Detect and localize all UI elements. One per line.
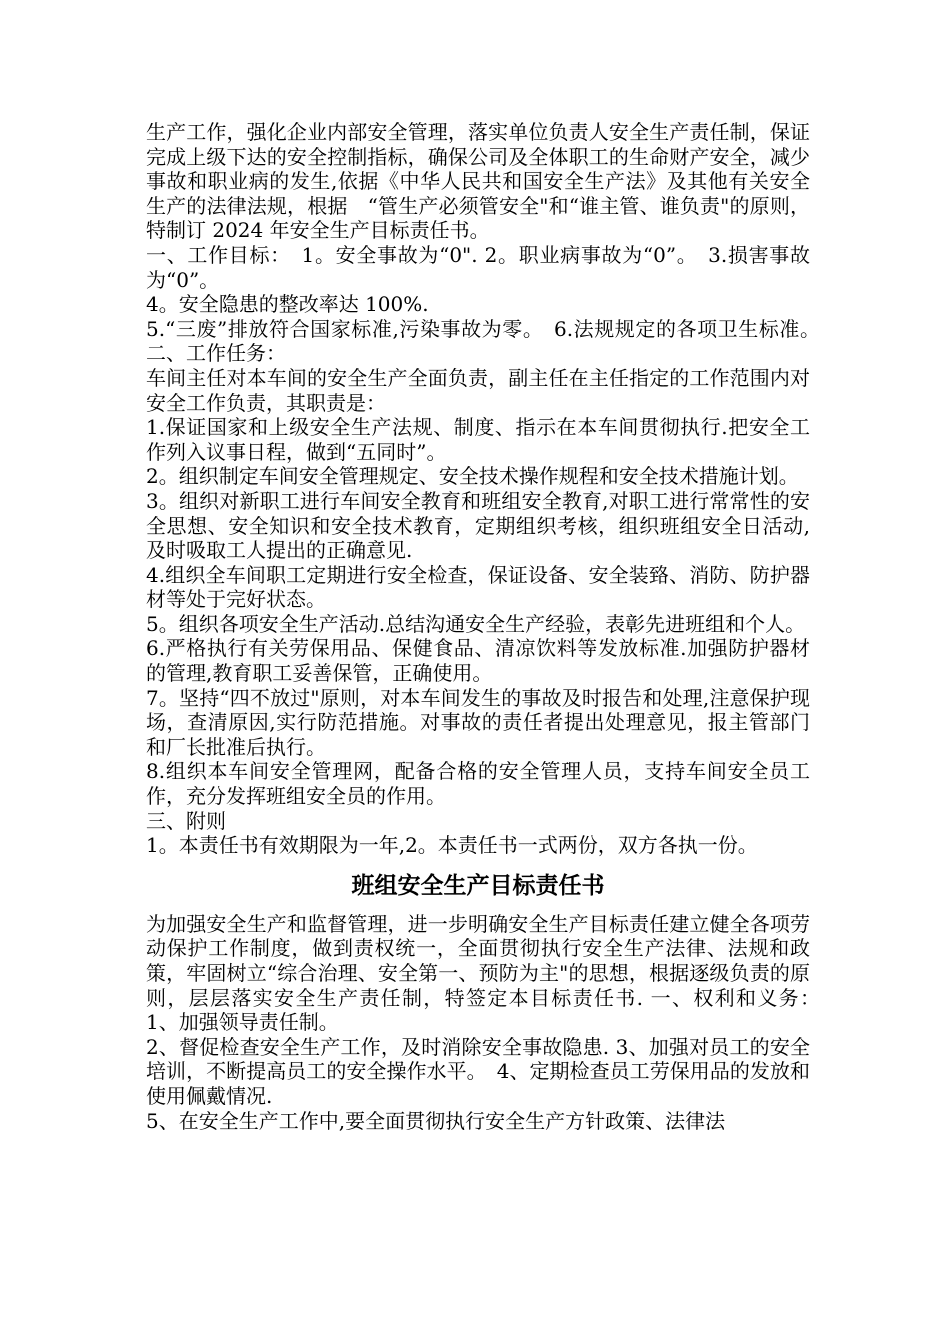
paragraph: 7。坚持“四不放过"原则，对本车间发生的事故及时报告和处理,注意保护现场，查清原因,实行防范措施。对事故的责任者提出处理意见，报主管部门和厂长批准后执行。	[146, 685, 810, 759]
paragraph: 6.严格执行有关劳保用品、保健食品、清凉饮料等发放标准.加强防护器材的管理,教育职工妥善保管，正确使用。	[146, 636, 810, 686]
section-heading: 三、附则	[146, 808, 226, 833]
paragraph: 2。组织制定车间安全管理规定、安全技术操作规程和安全技术措施计划。	[146, 464, 799, 489]
paragraph: 4。安全隐患的整改率达 100%.	[146, 292, 429, 317]
paragraph: 生产工作，强化企业内部安全管理，落实单位负责人安全生产责任制，保证完成上级下达的安全控制指标，确保公司及全体职工的生命财产安全，减少事故和职业病的发生,依据《中华人民共和国安全生产法》及其他有关安全生产的法律法规，根据 “管生产必须管安全"和“谁主管、谁负责"的原则，特制订 2024 年安全生产目标责任书。	[146, 120, 810, 243]
paragraph: 为加强安全生产和监督管理，进一步明确安全生产目标责任建立健全各项劳动保护工作制度，做到责权统一，全面贯彻执行安全生产法律、法规和政策，牢固树立“综合治理、安全第一、预防为主"的思想，根据逐级负责的原则，层层落实安全生产责任制，特签定本目标责任书. 一、权利和义务： 1、加强领导责任制。	[146, 911, 830, 1035]
paragraph: 5.“三废”排放符合国家标准,污染事故为零。 6.法规规定的各项卫生标准。 二、工作任务：	[146, 316, 890, 366]
paragraph: 1。本责任书有效期限为一年,2。本责任书一式两份，双方各执一份。	[146, 833, 758, 858]
paragraph: 4.组织全车间职工定期进行安全检查，保证设备、安全装臵、消防、防护器材等处于完好状态。	[146, 562, 810, 612]
paragraph: 5、在安全生产工作中,要全面贯彻执行安全生产方针政策、法律法	[146, 1108, 726, 1133]
paragraph: 1.保证国家和上级安全生产法规、制度、指示在本车间贯彻执行.把安全工作列入议事日程，做到“五同时”。	[146, 415, 810, 464]
paragraph: 2、督促检查安全生产工作，及时消除安全事故隐患. 3、加强对员工的安全培训，不断提高员工的安全操作水平。 4、定期检查员工劳保用品的发放和使用佩戴情况.	[146, 1034, 810, 1108]
document-title: 班组安全生产目标责任书	[351, 872, 605, 899]
paragraph: 车间主任对本车间的安全生产全面负责，副主任在主任指定的工作范围内对安全工作负责，其职责是：	[146, 365, 810, 415]
document-body	[146, 120, 890, 1133]
paragraph: 3。组织对新职工进行车间安全教育和班组安全教育,对职工进行常常性的安全思想、安全知识和安全技术教育，定期组织考核，组织班组安全日活动,及时吸取工人提出的正确意见.	[146, 488, 810, 563]
paragraph: 5。组织各项安全生产活动.总结沟通安全生产经验，表彰先进班组和个人。	[146, 611, 806, 636]
paragraph: 一、工作目标： 1。安全事故为“0". 2。职业病事故为“0”。 3.损害事故为“0”。	[146, 242, 810, 292]
paragraph: 8.组织本车间安全管理网，配备合格的安全管理人员，支持车间安全员工作，充分发挥班组安全员的作用。	[146, 759, 810, 809]
